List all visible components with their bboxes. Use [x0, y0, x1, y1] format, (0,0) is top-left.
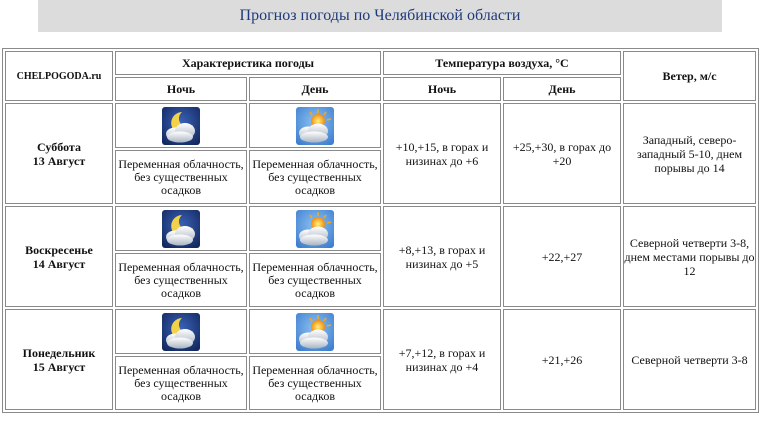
day-row [5, 206, 756, 251]
weather-night-header: Ночь [115, 77, 247, 101]
day-icon-cell [249, 206, 381, 251]
title-bar [38, 0, 722, 32]
weekday: Воскресенье [25, 242, 93, 257]
night-desc: Переменная облачность, без существенных осадков [115, 253, 247, 307]
night-desc: Переменная облачность, без существенных осадков [115, 150, 247, 204]
day-icon-cell [249, 103, 381, 148]
weather-day-header: День [249, 77, 381, 101]
date: 15 Август [32, 359, 86, 374]
forecast-table [2, 48, 759, 413]
night-temp: +10,+15, в горах и низинах до +6 [383, 103, 501, 204]
date: 13 Август [32, 153, 86, 168]
wind-value: Северной четверти 3-8, днем местами порывы до 12 [623, 206, 756, 307]
day-label [5, 103, 113, 204]
sun-cloud-icon [296, 313, 334, 351]
day-desc: Переменная облачность, без существенных осадков [249, 150, 381, 204]
day-icon-cell [249, 309, 381, 354]
wind-value: Западный, северо-западный 5-10, днем порывы до 14 [623, 103, 756, 204]
night-icon-cell [115, 206, 247, 251]
weather-header: Характеристика погоды [115, 51, 381, 75]
day-desc: Переменная облачность, без существенных осадков [249, 253, 381, 307]
day-label [5, 206, 113, 307]
wind-value: Северной четверти 3-8 [623, 309, 756, 410]
night-temp: +7,+12, в горах и низинах до +4 [383, 309, 501, 410]
night-icon-cell [115, 103, 247, 148]
day-desc: Переменная облачность, без существенных осадков [249, 356, 381, 410]
day-row [5, 103, 756, 148]
weekday: Понедельник [22, 345, 96, 360]
day-temp: +22,+27 [503, 206, 621, 307]
moon-cloud-icon [162, 313, 200, 351]
sun-cloud-icon [296, 107, 334, 145]
brand-cell [5, 51, 113, 101]
date: 14 Август [32, 256, 86, 271]
moon-cloud-icon [162, 210, 200, 248]
day-temp: +21,+26 [503, 309, 621, 410]
brand-label: CHELPOGODA.ru [16, 70, 102, 82]
temp-night-header: Ночь [383, 77, 501, 101]
temp-day-header: День [503, 77, 621, 101]
sun-cloud-icon [296, 210, 334, 248]
night-temp: +8,+13, в горах и низинах до +5 [383, 206, 501, 307]
moon-cloud-icon [162, 107, 200, 145]
page-title: Прогноз погоды по Челябинской области [239, 7, 521, 24]
weekday: Суббота [37, 139, 81, 154]
night-desc: Переменная облачность, без существенных осадков [115, 356, 247, 410]
day-row [5, 309, 756, 354]
day-label [5, 309, 113, 410]
night-icon-cell [115, 309, 247, 354]
wind-header: Ветер, м/с [623, 51, 756, 101]
day-temp: +25,+30, в горах до +20 [503, 103, 621, 204]
temp-header: Температура воздуха, °С [383, 51, 621, 75]
